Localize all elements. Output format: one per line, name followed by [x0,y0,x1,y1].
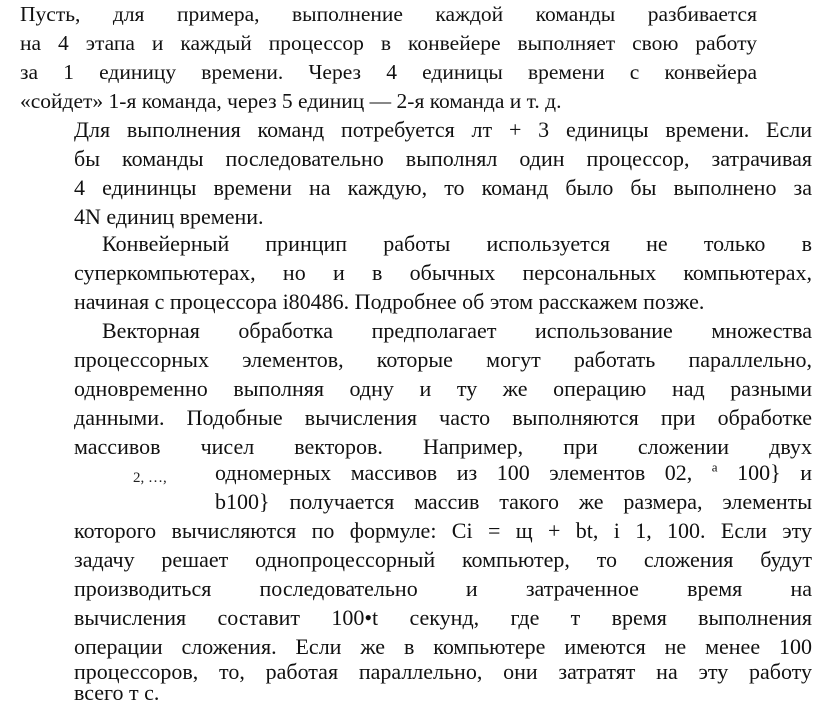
text-line-para3-5: массивов чисел векторов. Например, при сложении двух [74,434,812,459]
text-line-para2-3: начиная с процессора i80486. Подробнее об этом расскажем позже. [74,289,705,314]
text-line-para3-2: процессорных элементов, которые могут работать параллельно, [74,347,812,372]
text-line-para1-3: 4 едининцы времени на каждую, то команд было бы выполнено за [74,175,812,200]
text-line-para3-12: операции сложения. Если же в компьютере имеются не менее 100 [74,634,812,659]
text-line-block1-1: Пусть, для примера, выполнение каждой команды разбивается [20,2,757,26]
formula-fragment: 2, …, [133,470,167,486]
text-line-para1-4: 4N единиц времени. [74,204,264,229]
text-line-para2-2: суперкомпьютерах, но и в обычных персональных компьютерах, [74,260,812,285]
text-line-para3-14: всего т с. [74,680,160,705]
text-line-para1-2: бы команды последовательно выполнял один процессор, затрачивая [74,146,812,171]
text-line-para3-6 [215,460,812,486]
text-line-para3-7: b100} получается массив такого же размера, элементы [215,489,812,514]
text-line-para3-9: задачу решает однопроцессорный компьютер, то сложения будут [74,547,812,572]
text-line-para3-6-before: одномерных массивов из 100 элементов 02, [215,460,693,485]
text-line-para3-6-after: 100} и [737,460,812,485]
text-line-para3-10: производиться последовательно и затраченное время на [74,576,812,601]
text-line-para3-1: Векторная обработка предполагает использование множества [102,318,812,343]
text-line-para3-11: вычисления составит 100•t секунд, где т время выполнения [74,605,812,630]
text-line-block1-4: «сойдет» 1-я команда, через 5 единиц — 2-я команда и т. д. [20,89,562,113]
text-line-para2-1: Конвейерный принцип работы используется не только в [102,231,812,256]
text-line-block1-3: за 1 единицу времени. Через 4 единицы времени с конвейера [20,60,757,84]
text-line-para3-8: которого вычисляются по формуле: Ci = щ + bt, i 1, 100. Если эту [74,518,812,543]
text-line-para3-13: процессоров, то, работая параллельно, они затратят на эту работу [74,659,812,684]
text-line-para3-3: одновременно выполняя одну и ту же операцию над разными [74,376,812,401]
text-line-block1-2: на 4 этапа и каждый процессор в конвейере выполняет свою работу [20,31,757,55]
text-line-para1-1: Для выполнения команд потребуется лт + 3 единицы времени. Если [74,117,812,142]
text-line-para3-4: данными. Подобные вычисления часто выполняются при обработке [74,405,812,430]
text-line-para3-6-sup: а [711,459,718,475]
